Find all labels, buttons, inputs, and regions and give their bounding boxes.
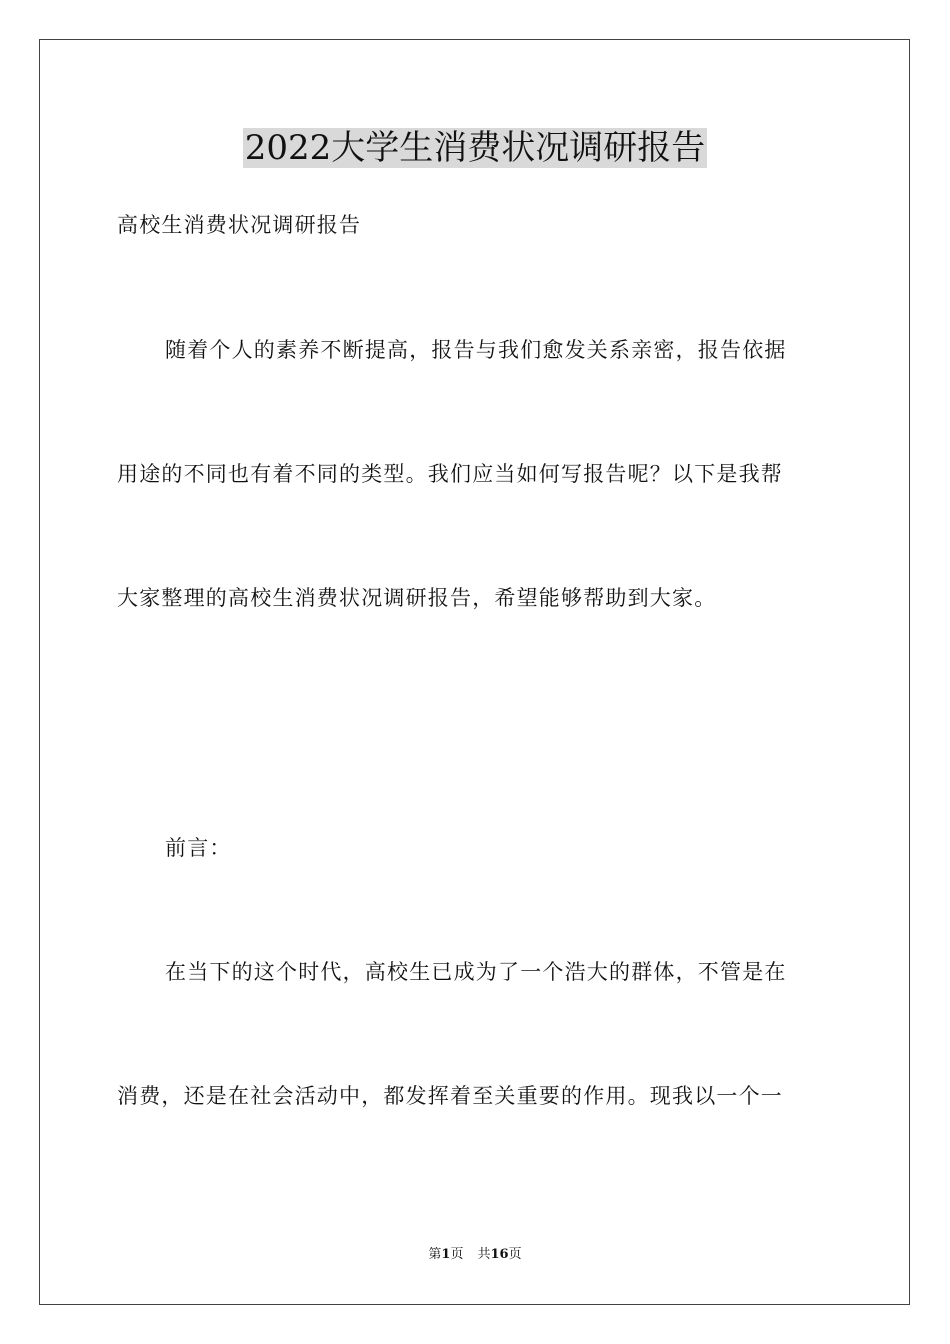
- footer-page-total: 16: [490, 1247, 509, 1262]
- paragraph-line: 随着个人的素养不断提高，报告与我们愈发关系亲密，报告依据: [165, 338, 787, 362]
- footer-page-prefix: 第: [428, 1247, 442, 1262]
- document-title: [0, 124, 950, 172]
- paragraph-line: 大家整理的高校生消费状况调研报告，希望能够帮助到大家。: [117, 586, 717, 610]
- footer-page-suffix: 页: [450, 1247, 464, 1262]
- document-title-text: 2022大学生消费状况调研报告: [244, 128, 706, 168]
- footer-total-prefix: 共: [477, 1247, 491, 1262]
- paragraph-line: 用途的不同也有着不同的类型。我们应当如何写报告呢？以下是我帮: [117, 462, 783, 486]
- document-subtitle: 高校生消费状况调研报告: [117, 213, 362, 237]
- page-footer: [0, 1246, 950, 1264]
- paragraph-line: 消费，还是在社会活动中，都发挥着至关重要的作用。现我以一个一: [117, 1084, 783, 1108]
- footer-page-current: 1: [441, 1247, 451, 1262]
- paragraph-line: 在当下的这个时代，高校生已成为了一个浩大的群体，不管是在: [165, 960, 787, 984]
- section-heading: 前言：: [165, 836, 232, 860]
- footer-total-suffix: 页: [508, 1247, 522, 1262]
